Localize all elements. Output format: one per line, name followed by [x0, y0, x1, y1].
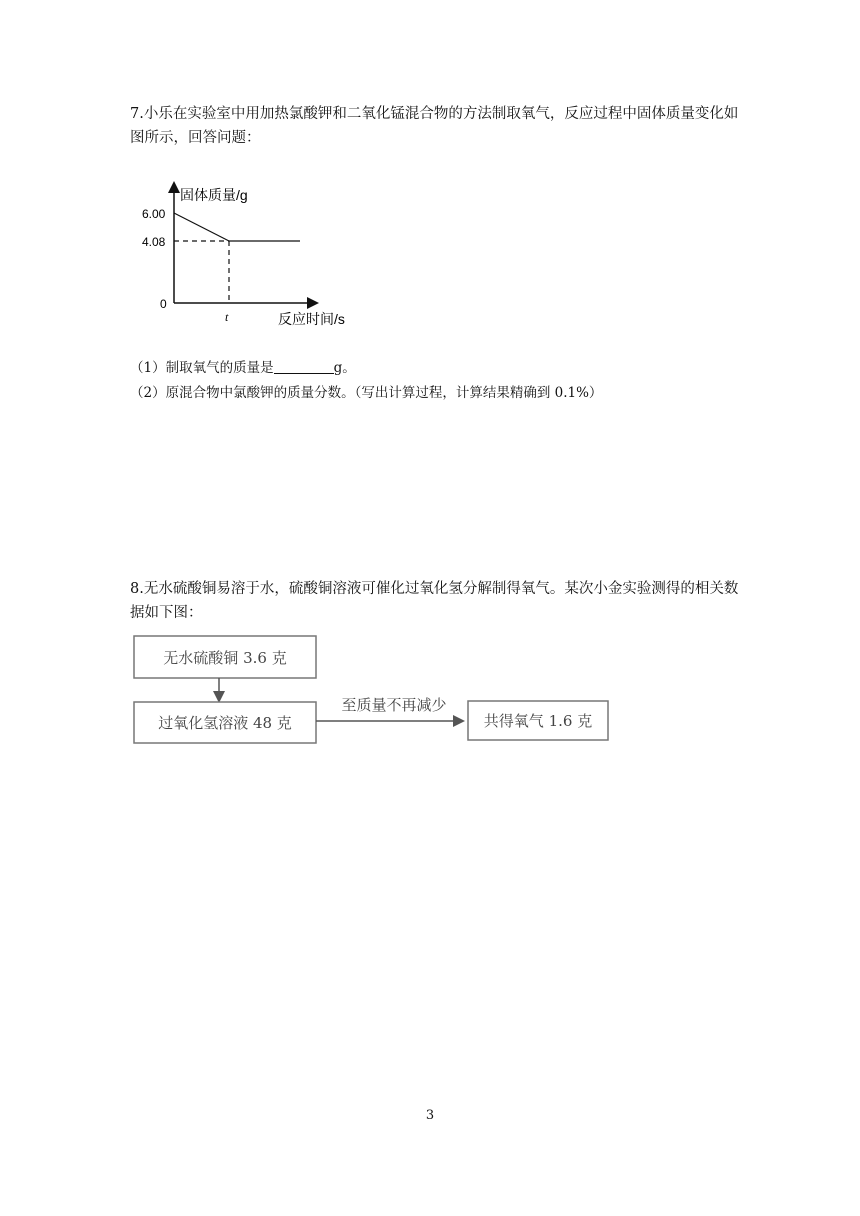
origin-label: 0	[160, 297, 167, 311]
box-copper-sulfate-label: 无水硫酸铜 3.6 克	[163, 649, 287, 667]
page-number: 3	[425, 1108, 435, 1123]
part-1-text: （1）制取氧气的质量是	[130, 360, 274, 376]
part-1-unit: g。	[333, 360, 356, 376]
arrow-label: 至质量不再减少	[341, 696, 447, 714]
y-tick-4: 4.08	[142, 235, 166, 249]
box-oxygen-label: 共得氧气 1.6 克	[483, 712, 593, 730]
question-7-part-1	[130, 358, 356, 378]
answer-blank[interactable]	[274, 359, 334, 374]
box-hydrogen-peroxide-label: 过氧化氢溶液 48 克	[158, 714, 292, 732]
question-8-stem: 8.无水硫酸铜易溶于水，硫酸铜溶液可催化过氧化氢分解制得氧气。某次小金实验测得的相关数据如下图：	[130, 581, 739, 621]
x-axis-label: 反应时间/s	[278, 311, 345, 327]
question-7-stem: 7.小乐在实验室中用加热氯酸钾和二氧化锰混合物的方法制取氧气，反应过程中固体质量变化如图所示，回答问题：	[130, 106, 739, 146]
question-7-part-2: （2）原混合物中氯酸钾的质量分数。（写出计算过程，计算结果精确到 0.1%）	[130, 385, 603, 401]
solid-mass-graph	[128, 178, 368, 328]
x-tick-t: t	[225, 310, 229, 324]
y-axis-label: 固体质量/g	[180, 187, 248, 203]
y-tick-6: 6.00	[142, 207, 166, 221]
reaction-flowchart	[128, 628, 618, 753]
decline-line	[174, 213, 229, 241]
